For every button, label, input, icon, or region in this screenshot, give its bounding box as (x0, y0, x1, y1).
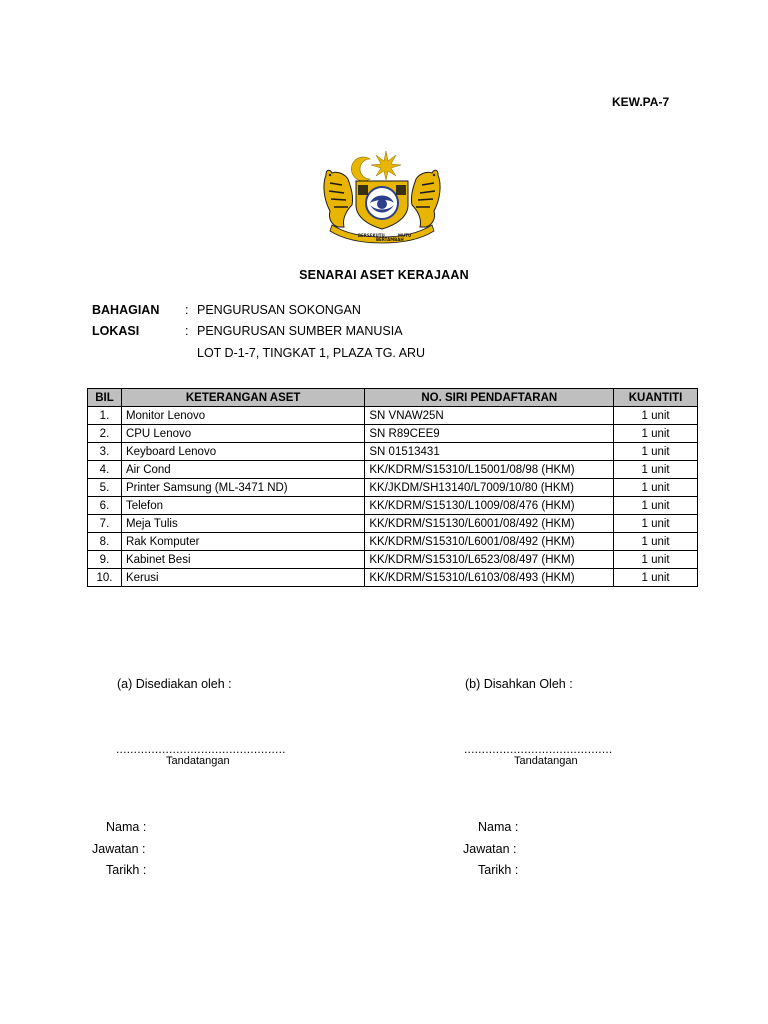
row-number: 9. (88, 551, 122, 569)
lokasi-label: LOKASI (92, 324, 140, 338)
asset-description: Meja Tulis (121, 515, 364, 533)
quantity: 1 unit (614, 551, 698, 569)
quantity: 1 unit (614, 443, 698, 461)
svg-text:BERTAMBAH: BERTAMBAH (376, 237, 404, 242)
asset-description: Kerusi (121, 569, 364, 587)
lokasi-address: LOT D-1-7, TINGKAT 1, PLAZA TG. ARU (197, 346, 426, 360)
table-row (88, 515, 698, 533)
approved-by-heading: (b) Disahkan Oleh : (465, 677, 573, 691)
registration-number: KK/KDRM/S15310/L6103/08/493 (HKM) (365, 569, 614, 587)
row-number: 3. (88, 443, 122, 461)
asset-description: Monitor Lenovo (121, 407, 364, 425)
registration-number: KK/JKDM/SH13140/L7009/10/80 (HKM) (365, 479, 614, 497)
prepared-by-jawatan-field[interactable]: Jawatan : (92, 842, 146, 856)
document-title: SENARAI ASET KERAJAAN (299, 268, 469, 282)
table-row (88, 425, 698, 443)
asset-table (87, 388, 698, 587)
column-header-bil: BIL (88, 389, 122, 407)
bahagian-colon: : (185, 303, 189, 317)
quantity: 1 unit (614, 407, 698, 425)
bahagian-value: PENGURUSAN SOKONGAN (197, 303, 361, 317)
table-row (88, 497, 698, 515)
table-row (88, 443, 698, 461)
row-number: 4. (88, 461, 122, 479)
row-number: 1. (88, 407, 122, 425)
quantity: 1 unit (614, 533, 698, 551)
svg-text:BERSEKUTU: BERSEKUTU (358, 233, 385, 238)
asset-description: Kabinet Besi (121, 551, 364, 569)
quantity: 1 unit (614, 515, 698, 533)
table-row (88, 533, 698, 551)
asset-description: Keyboard Lenovo (121, 443, 364, 461)
prepared-by-nama-field[interactable]: Nama : (106, 820, 147, 834)
column-header-kuantiti: KUANTITI (614, 389, 698, 407)
prepared-by-signature-line[interactable]: ................................................ (116, 742, 286, 756)
registration-number: SN VNAW25N (365, 407, 614, 425)
registration-number: KK/KDRM/S15130/L1009/08/476 (HKM) (365, 497, 614, 515)
table-row (88, 551, 698, 569)
malaysia-coat-of-arms-logo (318, 145, 446, 245)
quantity: 1 unit (614, 479, 698, 497)
lokasi-value: PENGURUSAN SUMBER MANUSIA (197, 324, 403, 338)
column-header-keterangan: KETERANGAN ASET (121, 389, 364, 407)
approved-by-jawatan-field[interactable]: Jawatan : (463, 842, 517, 856)
row-number: 5. (88, 479, 122, 497)
table-row (88, 569, 698, 587)
table-row (88, 461, 698, 479)
row-number: 2. (88, 425, 122, 443)
approved-by-signature-line[interactable]: .......................................... (464, 742, 613, 756)
table-row (88, 479, 698, 497)
row-number: 6. (88, 497, 122, 515)
svg-text:MUTU: MUTU (398, 233, 412, 238)
asset-description: Rak Komputer (121, 533, 364, 551)
approved-by-nama-field[interactable]: Nama : (478, 820, 519, 834)
approved-by-tarikh-field[interactable]: Tarikh : (478, 863, 519, 877)
registration-number: SN 01513431 (365, 443, 614, 461)
row-number: 10. (88, 569, 122, 587)
registration-number: KK/KDRM/S15310/L6523/08/497 (HKM) (365, 551, 614, 569)
prepared-by-heading: (a) Disediakan oleh : (117, 677, 232, 691)
prepared-by-tarikh-field[interactable]: Tarikh : (106, 863, 147, 877)
bahagian-label: BAHAGIAN (92, 303, 160, 317)
quantity: 1 unit (614, 461, 698, 479)
table-row (88, 407, 698, 425)
lokasi-colon: : (185, 324, 189, 338)
asset-description: Air Cond (121, 461, 364, 479)
table-header-row (88, 389, 698, 407)
asset-description: Telefon (121, 497, 364, 515)
quantity: 1 unit (614, 497, 698, 515)
form-code: KEW.PA-7 (612, 95, 670, 109)
row-number: 7. (88, 515, 122, 533)
approved-by-signature-label: Tandatangan (514, 755, 578, 767)
asset-description: CPU Lenovo (121, 425, 364, 443)
registration-number: KK/KDRM/S15130/L6001/08/492 (HKM) (365, 515, 614, 533)
quantity: 1 unit (614, 425, 698, 443)
column-header-no-siri: NO. SIRI PENDAFTARAN (365, 389, 614, 407)
quantity: 1 unit (614, 569, 698, 587)
asset-description: Printer Samsung (ML-3471 ND) (121, 479, 364, 497)
prepared-by-signature-label: Tandatangan (166, 755, 230, 767)
registration-number: SN R89CEE9 (365, 425, 614, 443)
row-number: 8. (88, 533, 122, 551)
registration-number: KK/KDRM/S15310/L6001/08/492 (HKM) (365, 533, 614, 551)
registration-number: KK/KDRM/S15310/L15001/08/98 (HKM) (365, 461, 614, 479)
